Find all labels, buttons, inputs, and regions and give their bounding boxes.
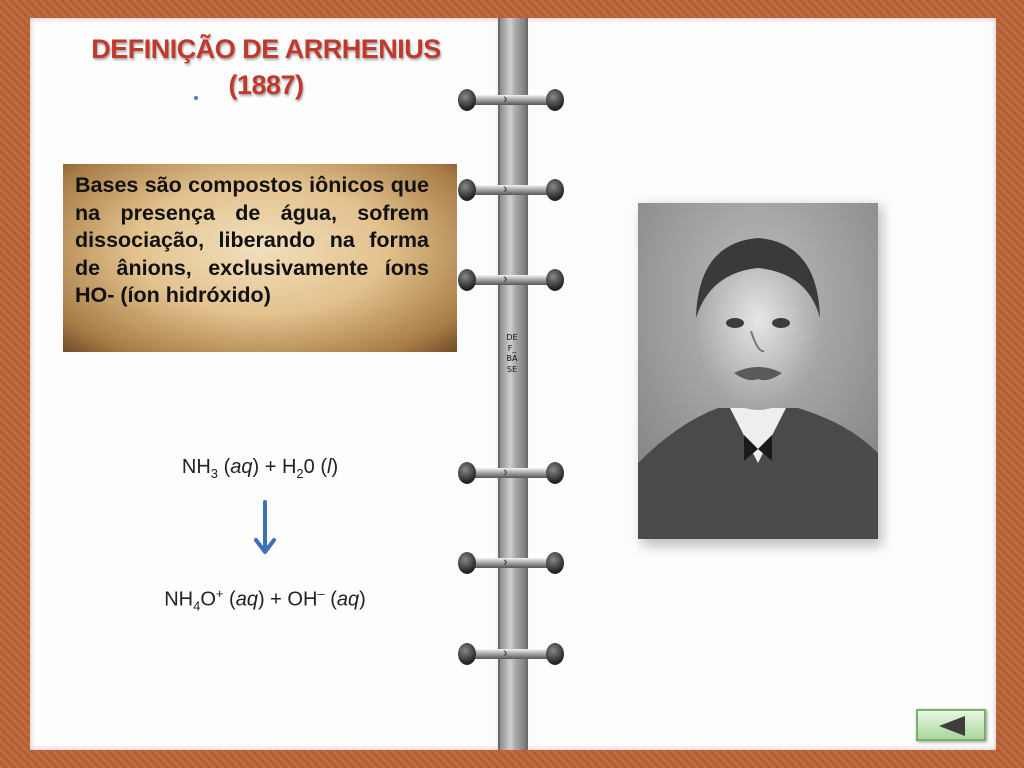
reactants-equation: $NH_3$ $(aq) + H_20$ (l)	[181, 456, 339, 481]
title-line-2: (1887)	[228, 70, 304, 100]
products-equation: $NH_4O^+$ (aq) + OH– (aq)	[164, 586, 366, 614]
notebook-spine	[498, 18, 528, 750]
definition-text: Bases são compostos iônicos que na presença de água, sofrem dissociação, liberando na forma de ânions, exclusivamente íons HO- (íon hidróxido)	[75, 173, 429, 307]
definition-box	[63, 164, 457, 352]
spine-label: DEF_BASE	[506, 333, 518, 374]
back-button[interactable]	[916, 709, 986, 741]
decorative-dot	[194, 96, 198, 100]
spiral-ring-icon: ›	[458, 179, 564, 201]
portrait-photo	[638, 203, 878, 539]
spiral-ring-icon: ›	[458, 269, 564, 291]
spiral-ring-icon: ›	[458, 552, 564, 574]
spiral-ring-icon: ›	[458, 643, 564, 665]
left-page	[30, 18, 500, 750]
reaction-arrow-icon	[253, 500, 277, 556]
slide-title	[56, 31, 476, 103]
spiral-ring-icon: ›	[458, 462, 564, 484]
triangle-left-icon	[939, 716, 965, 736]
arrhenius-portrait-photo	[638, 203, 878, 539]
title-line-1: DEFINIÇÃO DE ARRHENIUS	[91, 34, 441, 64]
spiral-ring-icon: ›	[458, 89, 564, 111]
